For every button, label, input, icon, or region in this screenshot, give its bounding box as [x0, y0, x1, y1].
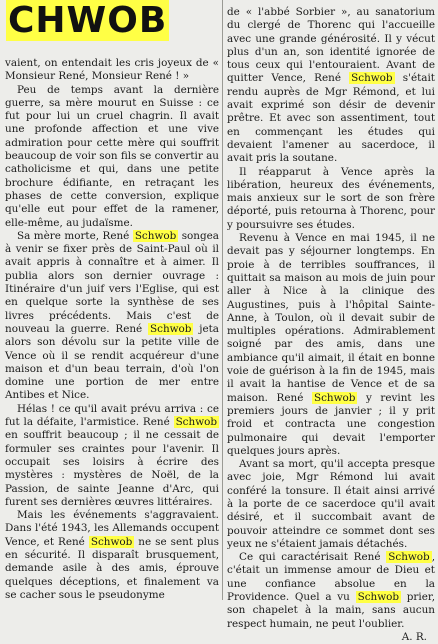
- highlighted-name: Schwob: [90, 535, 133, 548]
- left-column: [5, 57, 219, 602]
- highlighted-name: Schwob: [357, 591, 400, 604]
- highlighted-name: Schwob: [175, 416, 217, 429]
- highlighted-name: Schwob: [351, 72, 393, 85]
- highlighted-name: Schwob: [134, 229, 177, 242]
- right-column-paragraph: de « l'abbé Sorbier », au sanatorium du clergé de Thorenc qui l'accueille avec une grande générosité. Il y vécut plus d'un an, son identité ignorée de tous ceux qui l'entouraient. Avant de quitter Vence, René Schwob s'était rendu auprès de Mgr Rémond, et lui avait exprimé son désir de devenir prêtre. Et avec son assentiment, tout en commençant les études qui devaient l'amener au sacerdoce, il avait pris la soutane.: [227, 6, 435, 165]
- highlighted-name: Schwob: [313, 391, 356, 404]
- left-column-paragraph: Mais les événements s'aggravaient. Dans l'été 1943, les Allemands occupent Vence, et René Schwob ne se sent plus en sécurité. Il disparaît brusquement, demande asile à des amis, éprouve quelques déceptions, et finalement va se cacher sous le pseudonyme: [5, 509, 219, 601]
- left-column-paragraph: Peu de temps avant la dernière guerre, sa mère mourut en Suisse : ce fut pour lui un cruel chagrin. Il avait une profonde affection et une vive admiration pour cette mère qui souffrit beaucoup de voir son fils se convertir au catholicisme et qui, dans une petite brochure édifiante, en retraçant les phases de cette conversion, explique qu'elle eut pour effet de la ramener, elle-même, au judaïsme.: [5, 83, 219, 229]
- left-column-paragraph: Sa mère morte, René Schwob songea à venir se fixer près de Saint-Paul où il avait appris à connaître et à aimer. Il publia alors son dernier ouvrage : Itinéraire d'un juif vers l'Eglise, qui est en quelque sorte la synthèse de ses livres précédents. Mais c'est de nouveau la guerre. René Schwob jeta alors son dévolu sur la petite ville de Vence où il se rendit acquéreur d'une maison et d'un beau terrain, d'où l'on domine une portion de mer entre Antibes et Nice.: [5, 229, 220, 402]
- highlighted-name: Schwob: [388, 551, 430, 564]
- article-signature: A. R.: [401, 630, 427, 643]
- article-headline: [2, 0, 173, 42]
- left-column-paragraph: vaient, on entendait les cris joyeux de « Monsieur René, Monsieur René ! »: [5, 57, 219, 83]
- headline-highlight: CHWOB: [8, 0, 168, 41]
- column-rule: [222, 0, 223, 600]
- right-column-paragraph: Il réapparut à Vence après la libération, heureux des événements, mais anxieux sur le sort de son frère déporté, puis retourna à Thorenc, pour y poursuivre ses études.: [227, 165, 435, 231]
- right-column-paragraph: Revenu à Vence en mai 1945, il ne devait pas y séjourner longtemps. En proie à de terribles souffrances, il quittait sa maison au mois de juin pour aller à Nice à la clinique des Augustines, puis à l'hôpital Sainte-Anne, à Toulon, où il devait subir de multiples opérations. Admirablement soigné par des amis, dans une ambiance qu'il aimait, il était en bonne voie de guérison à la fin de 1945, mais il avait la hantise de Vence et de sa maison. René Schwob y revint les premiers jours de janvier ; il y prit froid et contracta une congestion pulmonaire qui devait l'emporter quelques jours après.: [227, 232, 436, 457]
- right-column: [227, 6, 435, 644]
- right-column-paragraph: Ce qui caractérisait René Schwob , c'était un immense amour de Dieu et une confiance absolue en la Providence. Quel a vu Schwob prier, son chapelet à la main, sans aucun respect humain, ne peut l'oublier.: [227, 551, 435, 630]
- right-column-paragraph: Avant sa mort, qu'il accepta presque avec joie, Mgr Rémond lui avait conféré la tonsure. Il était ainsi arrivé à la porte de ce sacerdoce qu'il avait désiré, et il succombait avant de pouvoir atteindre ce sommet dont ses yeux ne s'étaient jamais détachés.: [227, 458, 435, 550]
- left-column-paragraph: Hélas ! ce qu'il avait prévu arriva : ce fut la défaite, l'armistice. René Schwob en souffrit beaucoup ; il ne cessait de formuler ses craintes pour l'avenir. Il occupait ses loisirs à écrire des mystères : mystères de Noël, de la Passion, de sainte Jeanne d'Arc, qui furent ses dernières œuvres littéraires.: [5, 402, 219, 508]
- highlighted-name: Schwob: [150, 322, 192, 335]
